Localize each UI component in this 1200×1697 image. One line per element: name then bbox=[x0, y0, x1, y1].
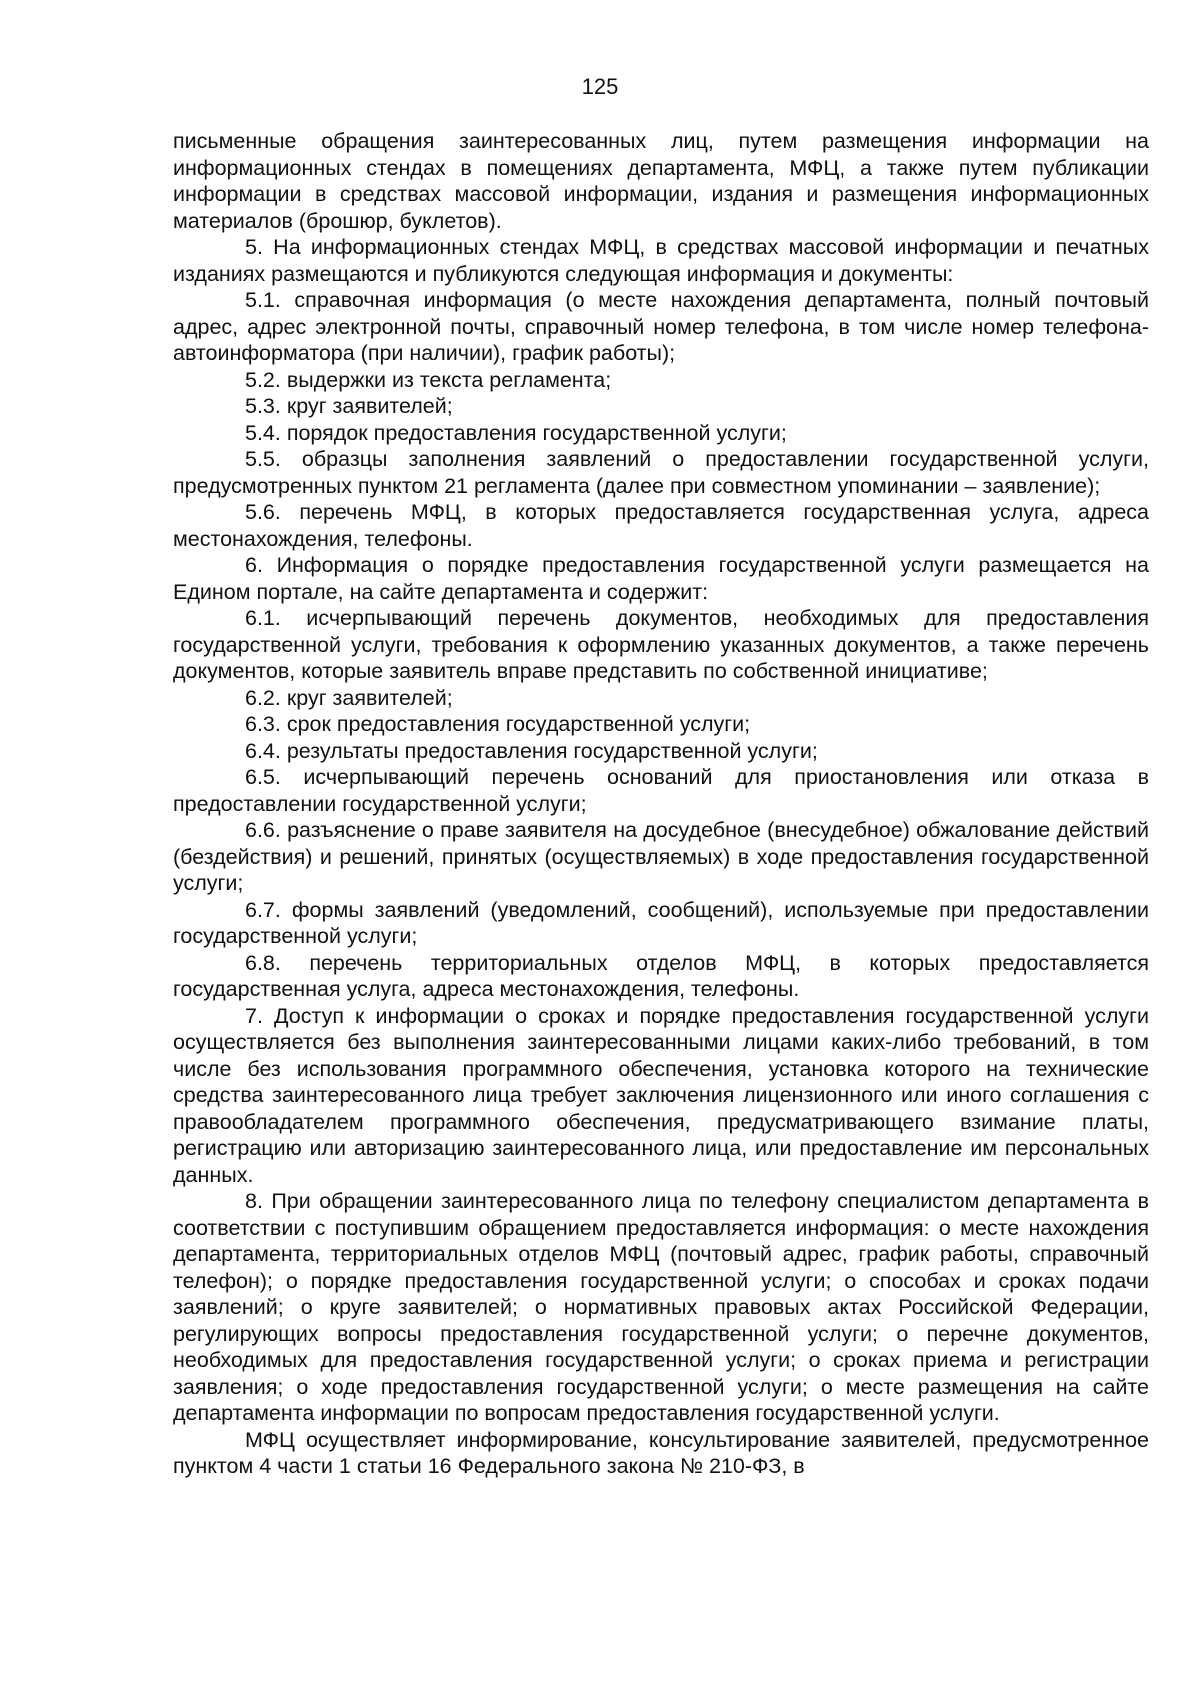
paragraph-6-6: 6.6. разъяснение о праве заявителя на досудебное (внесудебное) обжалование действий (бездействия) и решений, принятых (осуществляемых) в ходе предоставления государственной услуги; bbox=[173, 818, 1149, 895]
paragraph-5-4: 5.4. порядок предоставления государственной услуги; bbox=[245, 420, 787, 445]
paragraph-6: 6. Информация о порядке предоставления государственной услуги размещается на Едином портале, на сайте департамента и содержит: bbox=[173, 553, 1149, 604]
paragraph-6-3: 6.3. срок предоставления государственной услуги; bbox=[245, 712, 751, 736]
paragraph-6-1: 6.1. исчерпывающий перечень документов, необходимых для предоставления государственной услуги, требования к оформлению указанных документов, а также перечень документов, которые заявитель вправе представить по собственной инициативе; bbox=[173, 606, 1149, 683]
paragraph-6-2: 6.2. круг заявителей; bbox=[245, 685, 453, 710]
paragraph-6-5: 6.5. исчерпывающий перечень оснований для приостановления или отказа в предоставлении государственной услуги; bbox=[173, 765, 1149, 816]
paragraph-6-8: 6.8. перечень территориальных отделов МФЦ, в которых предоставляется государственная услуга, адреса местонахождения, телефоны. bbox=[173, 950, 1149, 1001]
paragraph-5-2: 5.2. выдержки из текста регламента; bbox=[245, 367, 612, 392]
paragraph-6-4: 6.4. результаты предоставления государственной услуги; bbox=[245, 738, 818, 763]
paragraph-5-3: 5.3. круг заявителей; bbox=[245, 394, 453, 418]
paragraph-6-7: 6.7. формы заявлений (уведомлений, сообщений), используемые при предоставлении государственной услуги; bbox=[173, 897, 1149, 948]
paragraph-5-6: 5.6. перечень МФЦ, в которых предоставляется государственная услуга, адреса местонахождения, телефоны. bbox=[173, 500, 1149, 551]
page-number: 125 bbox=[581, 74, 619, 99]
paragraph-8: 8. При обращении заинтересованного лица по телефону специалистом департамента в соответствии с поступившим обращением предоставляется информация: о месте нахождения департамента, территориальных отделов МФЦ (почтовый адрес, график работы, справочный телефон); о порядке предоставления государственной услуги; о способах и сроках подачи заявлений; о круге заявителей; о нормативных правовых актах Российской Федерации, регулирующих вопросы предоставления государственной услуги; о перечне документов, необходимых для предоставления государственной услуги; о сроках приема и регистрации заявления; о ходе предоставления государственной услуги; о месте размещения на сайте департамента информации по вопросам предоставления государственной услуги. bbox=[173, 1189, 1149, 1425]
document-body bbox=[173, 128, 1149, 1480]
paragraph-continuation: письменные обращения заинтересованных лиц, путем размещения информации на информационных стендах в помещениях департамента, МФЦ, а также путем публикации информации в средствах массовой информации, издания и размещения информационных материалов (брошюр, буклетов). bbox=[173, 129, 1149, 233]
paragraph-mfc: МФЦ осуществляет информирование, консультирование заявителей, предусмотренное пунктом 4 части 1 статьи 16 Федерального закона № 210-ФЗ, в bbox=[173, 1427, 1149, 1478]
paragraph-5-1: 5.1. справочная информация (о месте нахождения департамента, полный почтовый адрес, адрес электронной почты, справочный номер телефона, в том числе номер телефона-автоинформатора (при наличии), график работы); bbox=[173, 288, 1149, 365]
paragraph-7: 7. Доступ к информации о сроках и порядке предоставления государственной услуги осуществляется без выполнения заинтересованными лицами каких-либо требований, в том числе без использования программного обеспечения, установка которого на технические средства заинтересованного лица требует заключения лицензионного или иного соглашения с правообладателем программного обеспечения, предусматривающего взимание платы, регистрацию или авторизацию заинтересованного лица, или предоставление им персональных данных. bbox=[173, 1003, 1149, 1187]
paragraph-5: 5. На информационных стендах МФЦ, в средствах массовой информации и печатных изданиях размещаются и публикуются следующая информация и документы: bbox=[173, 235, 1149, 286]
paragraph-5-5: 5.5. образцы заполнения заявлений о предоставлении государственной услуги, предусмотренных пунктом 21 регламента (далее при совместном упоминании – заявление); bbox=[173, 447, 1149, 498]
